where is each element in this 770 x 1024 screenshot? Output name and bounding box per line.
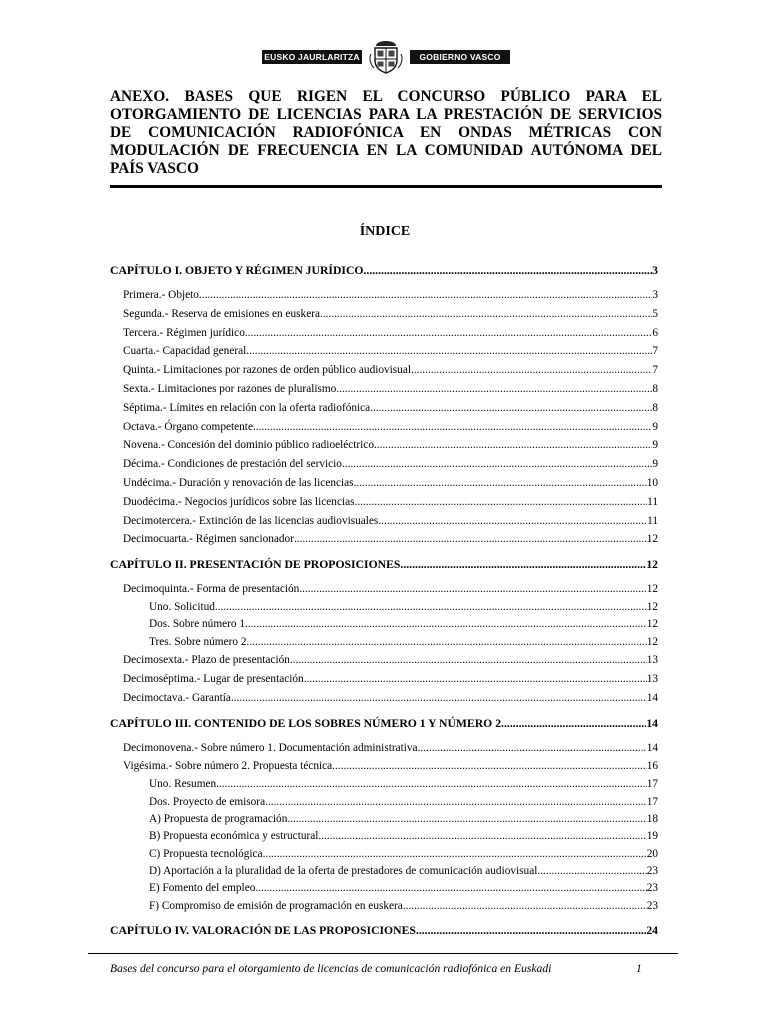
toc-dot-leader — [318, 828, 646, 845]
toc-entry-page: 18 — [646, 812, 658, 825]
toc-entry[interactable] — [110, 651, 658, 670]
toc-entry-label: Tercera.- Régimen jurídico — [123, 326, 245, 339]
toc-entry-page: 7 — [652, 345, 658, 358]
toc-entry-label: Decimoctava.- Garantía — [123, 691, 231, 704]
toc-dot-leader — [287, 811, 646, 828]
footer-divider — [88, 953, 678, 954]
toc-entry-label: Uno. Resumen — [149, 778, 217, 791]
toc-entry[interactable] — [110, 493, 658, 512]
toc-entry[interactable] — [110, 530, 658, 549]
toc-entry[interactable] — [110, 436, 658, 455]
toc-entry-label: CAPÍTULO II. PRESENTACIÓN DE PROPOSICIONES — [110, 558, 401, 572]
toc-entry-label: CAPÍTULO I. OBJETO Y RÉGIMEN JURÍDICO — [110, 264, 364, 277]
toc-entry[interactable] — [110, 776, 658, 793]
toc-entry[interactable] — [110, 324, 658, 343]
toc-entry-label: A) Propuesta de programación — [149, 812, 288, 825]
toc-dot-leader — [411, 361, 652, 380]
toc-entry[interactable] — [110, 863, 658, 880]
toc-dot-leader — [255, 880, 646, 897]
toc-entry-page: 12 — [646, 558, 658, 572]
toc-dot-leader — [265, 794, 647, 811]
toc-entry[interactable] — [110, 898, 658, 915]
toc-entry[interactable] — [110, 380, 658, 399]
toc-entry-page: 6 — [652, 326, 658, 339]
toc-entry-page: 11 — [647, 495, 658, 508]
toc-entry-label: Primera.- Objeto — [123, 289, 199, 301]
toc-chapter-entry[interactable] — [110, 262, 658, 279]
table-of-contents — [110, 262, 658, 946]
toc-entry[interactable] — [110, 670, 658, 689]
toc-entry-label: Duodécima.- Negocios jurídicos sobre las licencias — [123, 495, 355, 508]
toc-entry-page: 11 — [647, 514, 658, 527]
toc-entry[interactable] — [110, 634, 658, 651]
toc-dot-leader — [342, 455, 652, 474]
toc-dot-leader — [418, 739, 647, 758]
footer-text: Bases del concurso para el otorgamiento de licencias de comunicación radiofónica en Euskadi — [110, 962, 552, 975]
toc-entry-page: 14 — [646, 741, 658, 754]
toc-entry[interactable] — [110, 512, 658, 531]
toc-entry-page: 7 — [652, 364, 658, 377]
toc-entry-page: 3 — [652, 289, 658, 301]
toc-entry-page: 5 — [652, 307, 658, 320]
toc-entry-label: D) Aportación a la pluralidad de la oferta de prestadores de comunicación audiovisual — [149, 865, 538, 878]
toc-entry-page: 12 — [646, 533, 658, 546]
toc-entry[interactable] — [110, 599, 658, 616]
toc-entry-label: Octava.- Órgano competente — [123, 420, 253, 433]
toc-dot-leader — [320, 305, 652, 324]
toc-entry-page: 20 — [646, 847, 658, 860]
toc-entry-page: 12 — [646, 635, 658, 648]
toc-dot-leader — [294, 530, 647, 549]
toc-dot-leader — [378, 512, 647, 531]
toc-entry-page: 23 — [646, 882, 658, 895]
toc-dot-leader — [400, 556, 646, 573]
toc-entry-label: CAPÍTULO IV. VALORACIÓN DE LAS PROPOSICIONES — [110, 924, 416, 938]
toc-entry-page: 17 — [646, 778, 658, 791]
toc-entry-page: 23 — [646, 865, 658, 878]
toc-dot-leader — [231, 689, 647, 708]
toc-entry-page: 10 — [646, 476, 658, 489]
toc-dot-leader — [403, 898, 647, 915]
toc-dot-leader — [416, 922, 646, 939]
toc-dot-leader — [304, 670, 647, 689]
toc-entry-label: Décima.- Condiciones de prestación del servicio — [123, 458, 342, 471]
toc-dot-leader — [246, 342, 652, 361]
title-divider — [110, 185, 662, 188]
toc-entry-page: 9 — [652, 439, 658, 452]
toc-entry-label: Séptima.- Límites en relación con la oferta radiofónica — [123, 401, 371, 414]
toc-entry-page: 9 — [652, 420, 658, 433]
coat-of-arms-icon — [368, 40, 404, 74]
index-heading: ÍNDICE — [359, 224, 411, 239]
toc-entry-page: 24 — [646, 924, 658, 938]
toc-entry-label: Decimosexta.- Plazo de presentación — [123, 654, 290, 667]
toc-entry[interactable] — [110, 305, 658, 324]
toc-entry[interactable] — [110, 794, 658, 811]
footer-page-number: 1 — [636, 962, 642, 975]
toc-entry[interactable] — [110, 474, 658, 493]
toc-dot-leader — [377, 436, 653, 455]
toc-entry-label: Decimonovena.- Sobre número 1. Documentación administrativa — [123, 741, 418, 754]
toc-entry-page: 19 — [646, 830, 658, 843]
toc-entry-label: Novena.- Concesión del dominio público radioeléctrico. — [123, 439, 377, 452]
toc-dot-leader — [537, 863, 646, 880]
toc-entry[interactable] — [110, 689, 658, 708]
toc-dot-leader — [216, 776, 647, 793]
toc-entry-page: 13 — [646, 672, 658, 685]
toc-entry-page: 9 — [652, 458, 658, 471]
toc-dot-leader — [245, 324, 652, 343]
toc-entry-label: Decimoquinta.- Forma de presentación — [123, 583, 300, 596]
toc-entry[interactable] — [110, 399, 658, 418]
toc-entry-page: 3 — [652, 264, 658, 277]
toc-entry[interactable] — [110, 455, 658, 474]
toc-entry-label: CAPÍTULO III. CONTENIDO DE LOS SOBRES NÚMERO 1 Y NÚMERO 2 — [110, 716, 502, 730]
toc-dot-leader — [370, 399, 652, 418]
toc-dot-leader — [299, 580, 646, 599]
toc-entry[interactable] — [110, 828, 658, 845]
toc-dot-leader — [247, 634, 647, 651]
toc-entry[interactable] — [110, 342, 658, 361]
toc-entry-label: Uno. Solicitud — [149, 600, 215, 613]
toc-dot-leader — [253, 418, 652, 437]
toc-entry-label: B) Propuesta económica y estructural — [149, 830, 319, 843]
toc-entry-label: Undécima.- Duración y renovación de las licencias — [123, 476, 354, 489]
toc-entry-label: Dos. Sobre número 1 — [149, 618, 246, 631]
toc-entry[interactable] — [110, 286, 658, 305]
toc-entry[interactable] — [110, 846, 658, 863]
toc-dot-leader — [354, 474, 647, 493]
government-logo — [262, 40, 510, 74]
toc-entry[interactable] — [110, 361, 658, 380]
toc-entry-label: Sexta.- Limitaciones por razones de pluralismo — [123, 382, 337, 395]
toc-dot-leader — [199, 286, 652, 305]
toc-entry-label: C) Propuesta tecnológica — [149, 847, 263, 860]
toc-entry-label: Quinta.- Limitaciones por razones de orden público audiovisual — [123, 364, 411, 377]
toc-entry-page: 14 — [646, 716, 658, 730]
toc-entry-label: Decimoséptima.- Lugar de presentación — [123, 672, 304, 685]
toc-chapter-entry[interactable] — [110, 556, 658, 573]
toc-chapter-entry[interactable] — [110, 715, 658, 732]
toc-entry-page: 14 — [646, 691, 658, 704]
toc-dot-leader — [332, 757, 647, 776]
toc-entry[interactable] — [110, 880, 658, 897]
toc-dot-leader — [215, 599, 647, 616]
toc-entry[interactable] — [110, 616, 658, 633]
toc-entry-label: Vigésima.- Sobre número 2. Propuesta técnica — [123, 760, 333, 773]
toc-entry[interactable] — [110, 739, 658, 758]
document-title: ANEXO. BASES QUE RIGEN EL CONCURSO PÚBLICO PARA EL OTORGAMIENTO DE LICENCIAS PARA LA PRESTACIÓN DE SERVICIOS DE COMUNICACIÓN RADIOFÓNICA EN ONDAS MÉTRICAS CON MODULACIÓN DE FRECUENCIA EN LA COMUNIDAD AUTÓNOMA DEL PAÍS VASCO — [110, 88, 662, 177]
toc-dot-leader — [245, 616, 647, 633]
toc-dot-leader — [363, 262, 652, 279]
toc-entry-page: 12 — [646, 583, 658, 596]
toc-entry-label: Tres. Sobre número 2 — [149, 635, 247, 648]
toc-entry[interactable] — [110, 418, 658, 437]
toc-entry-page: 17 — [646, 795, 658, 808]
toc-entry-label: Dos. Proyecto de emisora — [149, 795, 266, 808]
toc-dot-leader — [336, 380, 652, 399]
toc-entry-label: Decimocuarta.- Régimen sancionador — [123, 533, 294, 546]
toc-entry-label: Segunda.- Reserva de emisiones en euskera — [123, 307, 321, 320]
toc-entry-label: Decimotercera.- Extinción de las licencias audiovisuales — [123, 514, 379, 527]
toc-entry-page: 8 — [652, 401, 658, 414]
toc-entry-label: E) Fomento del empleo — [149, 882, 256, 895]
toc-entry[interactable] — [110, 757, 658, 776]
toc-entry-page: 13 — [646, 654, 658, 667]
toc-entry-label: Cuarta.- Capacidad general — [123, 345, 247, 358]
toc-dot-leader — [355, 493, 648, 512]
toc-entry[interactable] — [110, 811, 658, 828]
toc-entry-page: 12 — [646, 600, 658, 613]
logo-text-spanish: GOBIERNO VASCO — [410, 50, 510, 64]
toc-dot-leader — [290, 651, 647, 670]
toc-entry-label: F) Compromiso de emisión de programación en euskera — [149, 899, 403, 912]
toc-dot-leader — [501, 715, 646, 732]
logo-text-basque: EUSKO JAURLARITZA — [262, 50, 362, 64]
toc-dot-leader — [263, 846, 647, 863]
toc-entry-page: 16 — [646, 760, 658, 773]
toc-chapter-entry[interactable] — [110, 922, 658, 939]
toc-entry[interactable] — [110, 580, 658, 599]
toc-entry-page: 12 — [646, 618, 658, 631]
toc-entry-page: 23 — [646, 899, 658, 912]
toc-entry-page: 8 — [652, 382, 658, 395]
